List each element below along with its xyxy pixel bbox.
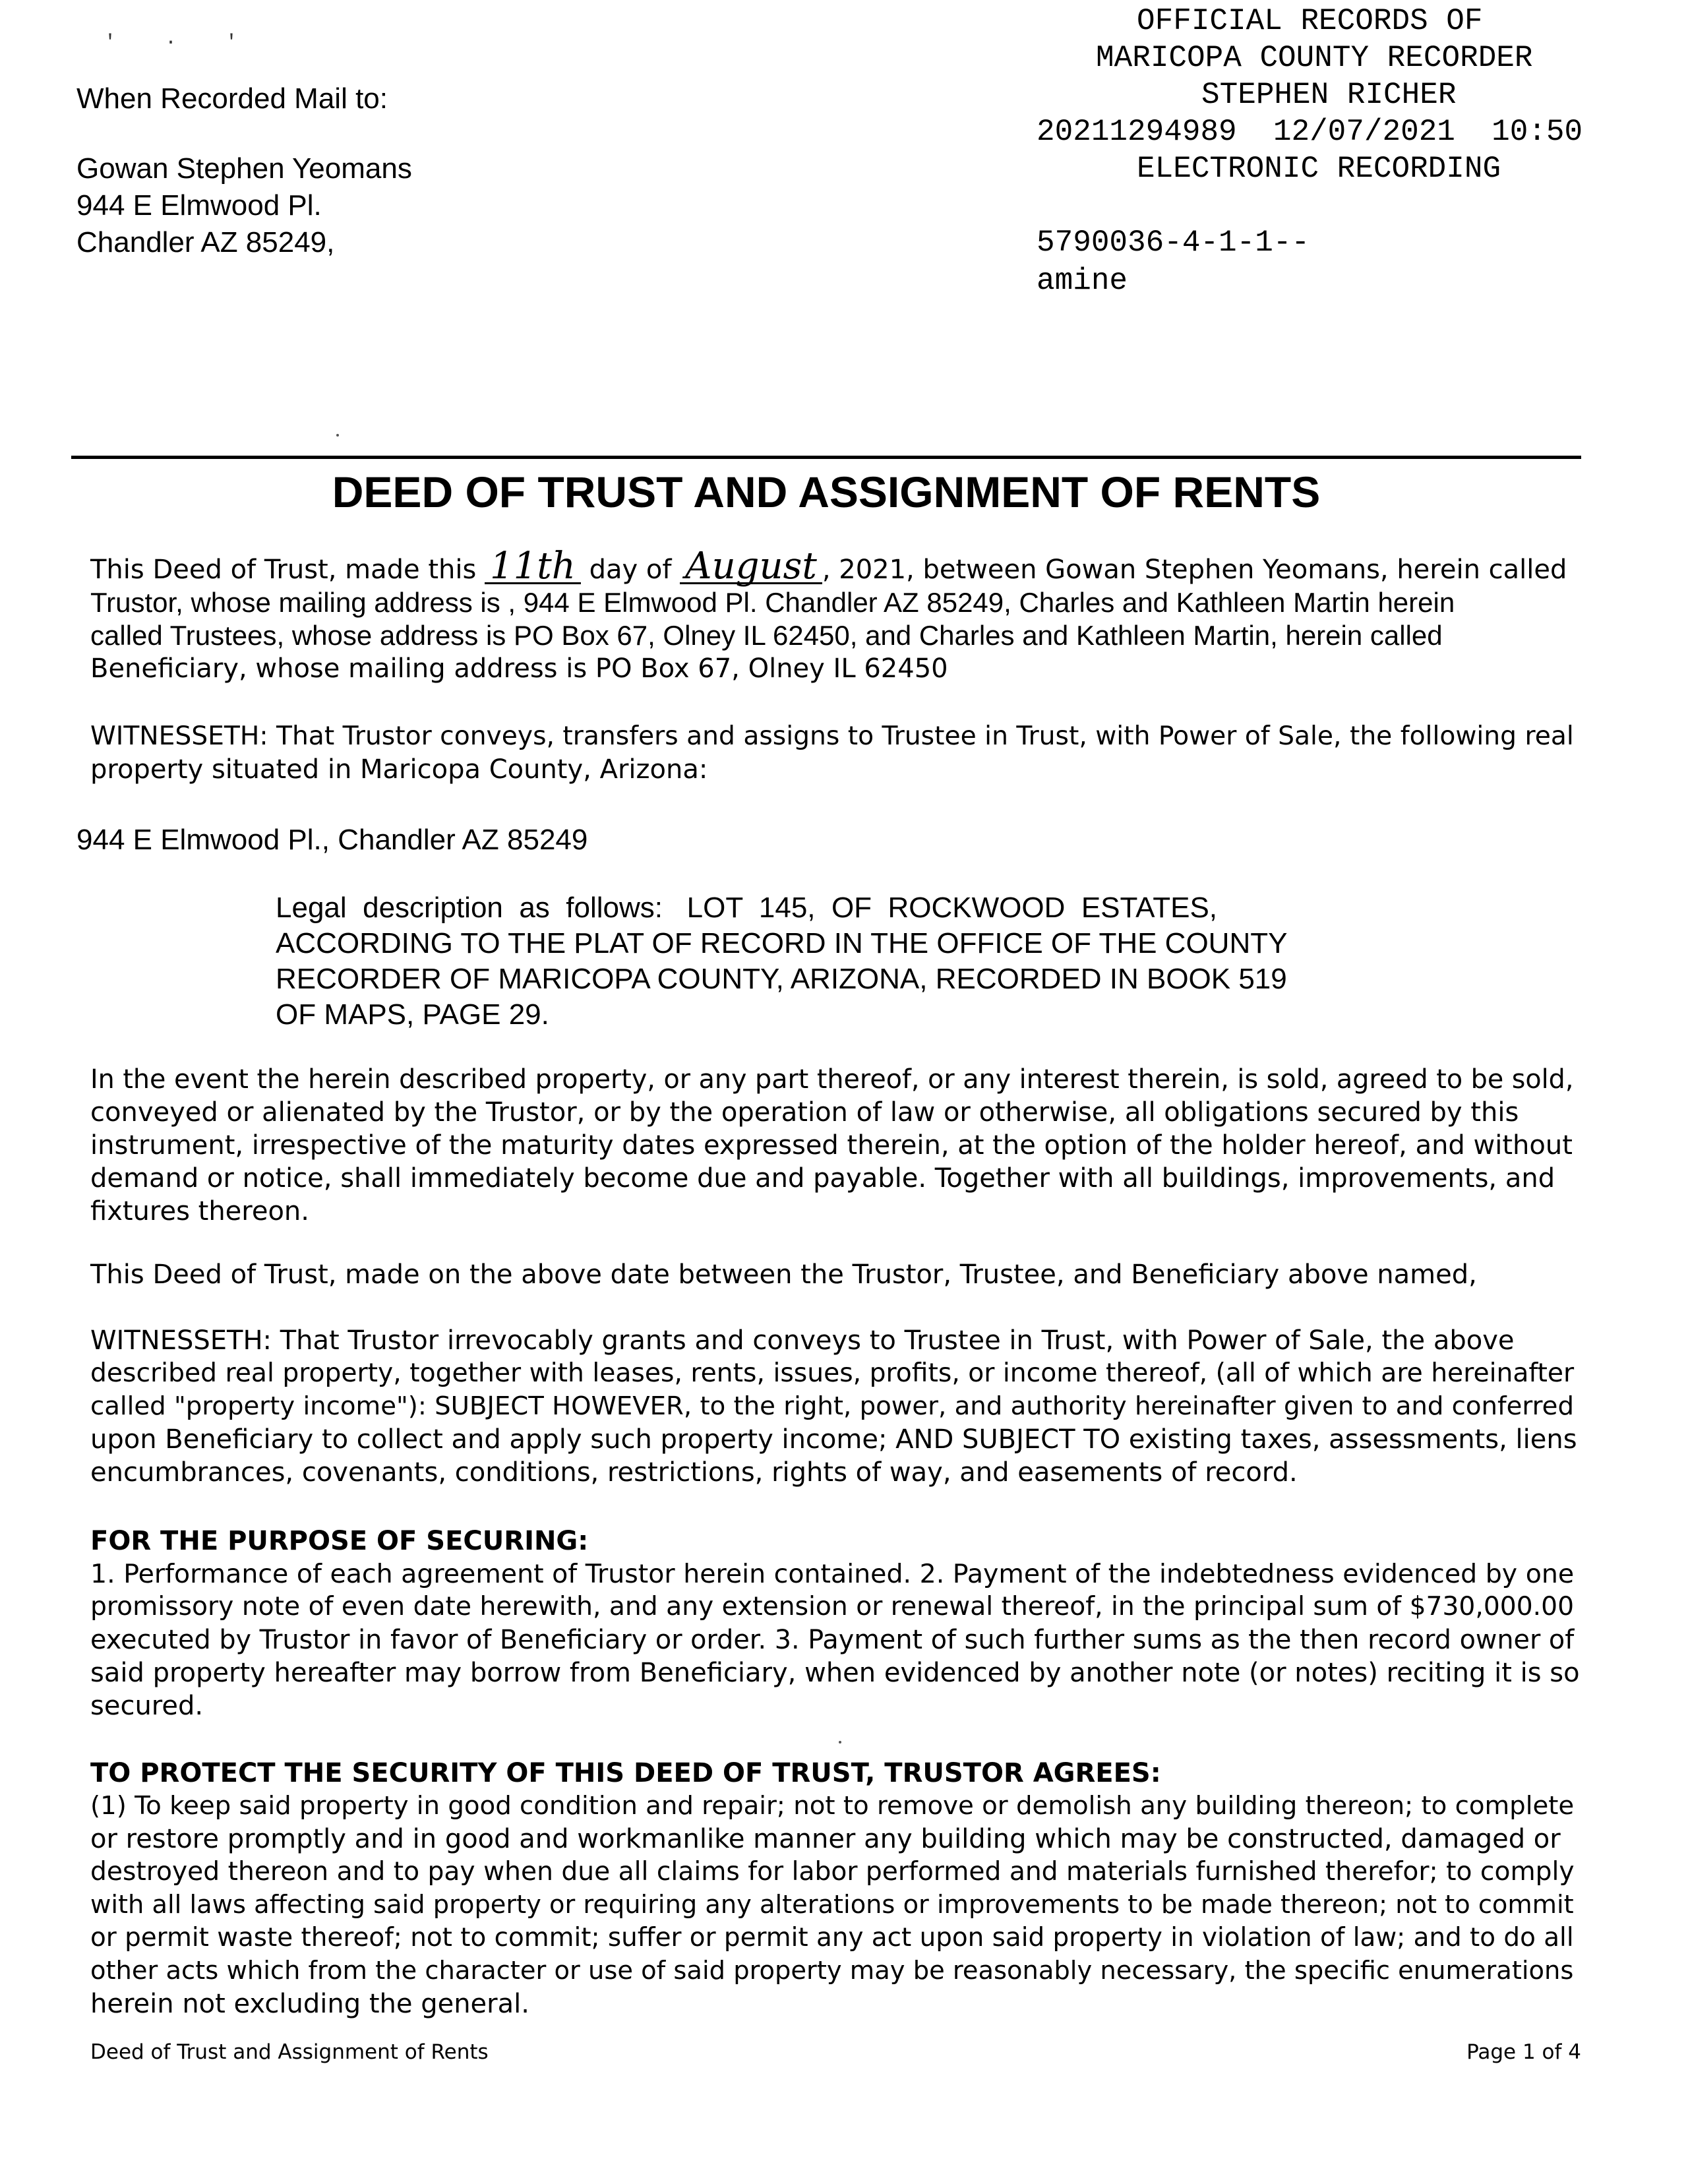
intro-line-1-rest: , 2021, between Gowan Stephen Yeomans, herein called [822,555,1567,585]
recorder-line-2: MARICOPA COUNTY RECORDER [1096,41,1533,75]
intro-prefix: This Deed of Trust, made this [90,555,485,585]
sale-line-1: In the event the herein described property, or any part thereof, or any interest therein, is sold, agreed to be sold, [90,1064,1574,1095]
protect-line-2: or restore promptly and in good and workmanlike manner any building which may be constructed, damaged or [90,1824,1561,1854]
protect-line-4: with all laws affecting said property or requiring any alterations or improvements to be made thereon; not to commit [90,1890,1574,1920]
protect-line-6: other acts which from the character or use of said property may be reasonably necessary, the specific enumerations [90,1956,1574,1986]
document-title: DEED OF TRUST AND ASSIGNMENT OF RENTS [332,468,1321,516]
recording-batch-id: 5790036-4-1-1-- [1037,226,1310,260]
intro-line-4: Beneficiary, whose mailing address is PO Box 67, Olney IL 62450 [90,653,948,684]
legal-line-4: OF MAPS, PAGE 29. [276,998,549,1031]
witness1-line-2: property situated in Maricopa County, Arizona: [90,754,708,785]
witness2-line-1: WITNESSETH: That Trustor irrevocably grants and conveys to Trustee in Trust, with Power of Sale, the above [90,1325,1515,1356]
intro-paragraph [90,545,1582,685]
intro-line-2: Trustor, whose mailing address is , 944 E Elmwood Pl. Chandler AZ 85249, Charles and Kathleen Martin herein [90,587,1455,618]
intro-day-of: day of [580,555,680,585]
recorder-line-3: STEPHEN RICHER [1201,78,1457,112]
witness2-line-4: upon Beneficiary to collect and apply such property income; AND SUBJECT TO existing taxes, assessments, liens [90,1424,1577,1455]
witness2-line-3: called "property income"): SUBJECT HOWEVER, to the right, power, and authority hereinafter given to and conferred [90,1391,1574,1421]
legal-line-1: Legal description as follows: LOT 145, OF ROCKWOOD ESTATES, [276,892,1218,924]
sale-line-5: fixtures thereon. [90,1196,309,1227]
purpose-paragraph [90,1558,1582,1722]
title-rule [71,456,1581,459]
protect-heading: TO PROTECT THE SECURITY OF THIS DEED OF TRUST, TRUSTOR AGREES: [90,1758,1161,1788]
sale-line-3: instrument, irrespective of the maturity dates expressed therein, at the option of the holder hereof, and without [90,1130,1573,1161]
sale-line-4: demand or notice, shall immediately become due and payable. Together with all buildings, improvements, and [90,1163,1555,1194]
recording-clerk: amine [1037,264,1128,298]
made-on-paragraph [90,1258,1582,1291]
witness-paragraph-2 [90,1324,1582,1489]
protect-line-1: (1) To keep said property in good condition and repair; not to remove or demolish any building thereon; to complete [90,1791,1575,1821]
protect-line-5: or permit waste thereof; not to commit; suffer or permit any act upon said property in violation of law; and to do all [90,1923,1574,1953]
scan-speck [336,434,339,437]
witness-paragraph-1 [90,720,1582,786]
legal-line-2: ACCORDING TO THE PLAT OF RECORD IN THE OFFICE OF THE COUNTY [276,927,1288,959]
protect-paragraph [90,1790,1582,2020]
sale-line-2: conveyed or alienated by the Trustor, or by the operation of law or otherwise, all obligations secured by this [90,1097,1519,1128]
made-on-line: This Deed of Trust, made on the above date between the Trustor, Trustee, and Beneficiary above named, [90,1259,1477,1290]
recording-type: ELECTRONIC RECORDING [1137,152,1501,186]
purpose-line-1: 1. Performance of each agreement of Trustor herein contained. 2. Payment of the indebtedness evidenced by one [90,1559,1575,1589]
witness2-line-5: encumbrances, covenants, conditions, restrictions, rights of way, and easements of record. [90,1457,1298,1488]
sale-clause-paragraph [90,1063,1582,1228]
purpose-line-4: said property hereafter may borrow from Beneficiary, when evidenced by another note (or notes) reciting it is so [90,1658,1580,1688]
handwritten-day: 11th [485,551,581,584]
intro-line-1 [90,545,1582,588]
recorder-line-1: OFFICIAL RECORDS OF [1137,4,1483,38]
handwritten-month: August [680,551,822,584]
scan-speck [839,1741,841,1744]
purpose-line-2: promissory note of even date herewith, and any extension or renewal thereof, in the principal sum of $730,000.00 [90,1592,1575,1622]
purpose-heading: FOR THE PURPOSE OF SECURING: [90,1526,589,1556]
mail-to-block [76,80,412,261]
protect-line-7: herein not excluding the general. [90,1989,529,2019]
mail-to-label: When Recorded Mail to: [76,82,388,115]
footer-title: Deed of Trust and Assignment of Rents [90,2040,489,2064]
mail-to-street: 944 E Elmwood Pl. [76,189,322,222]
scan-specks: ' · ' [104,32,256,54]
mail-to-name: Gowan Stephen Yeomans [76,152,412,185]
page-number: Page 1 of 4 [1466,2040,1581,2064]
purpose-line-5: secured. [90,1691,204,1721]
intro-line-3: called Trustees, whose address is PO Box 67, Olney IL 62450, and Charles and Kathleen Martin, herein called [90,620,1443,651]
purpose-line-3: executed by Trustor in favor of Beneficiary or order. 3. Payment of such further sums as the then record owner of [90,1625,1575,1655]
legal-line-3: RECORDER OF MARICOPA COUNTY, ARIZONA, RECORDED IN BOOK 519 [276,963,1287,995]
mail-to-city: Chandler AZ 85249, [76,226,335,258]
legal-description [276,890,1339,1033]
witness1-line-1: WITNESSETH: That Trustor conveys, transfers and assigns to Trustee in Trust, with Power of Sale, the following real [90,721,1574,751]
recording-number-date-time: 20211294989 12/07/2021 10:50 [1037,115,1583,149]
witness2-line-2: described real property, together with leases, rents, issues, profits, or income thereof, (all of which are hereinafter [90,1358,1575,1388]
protect-line-3: destroyed thereon and to pay when due all claims for labor performed and materials furnished therefor; to comply [90,1857,1575,1887]
property-address: 944 E Elmwood Pl., Chandler AZ 85249 [76,824,588,856]
